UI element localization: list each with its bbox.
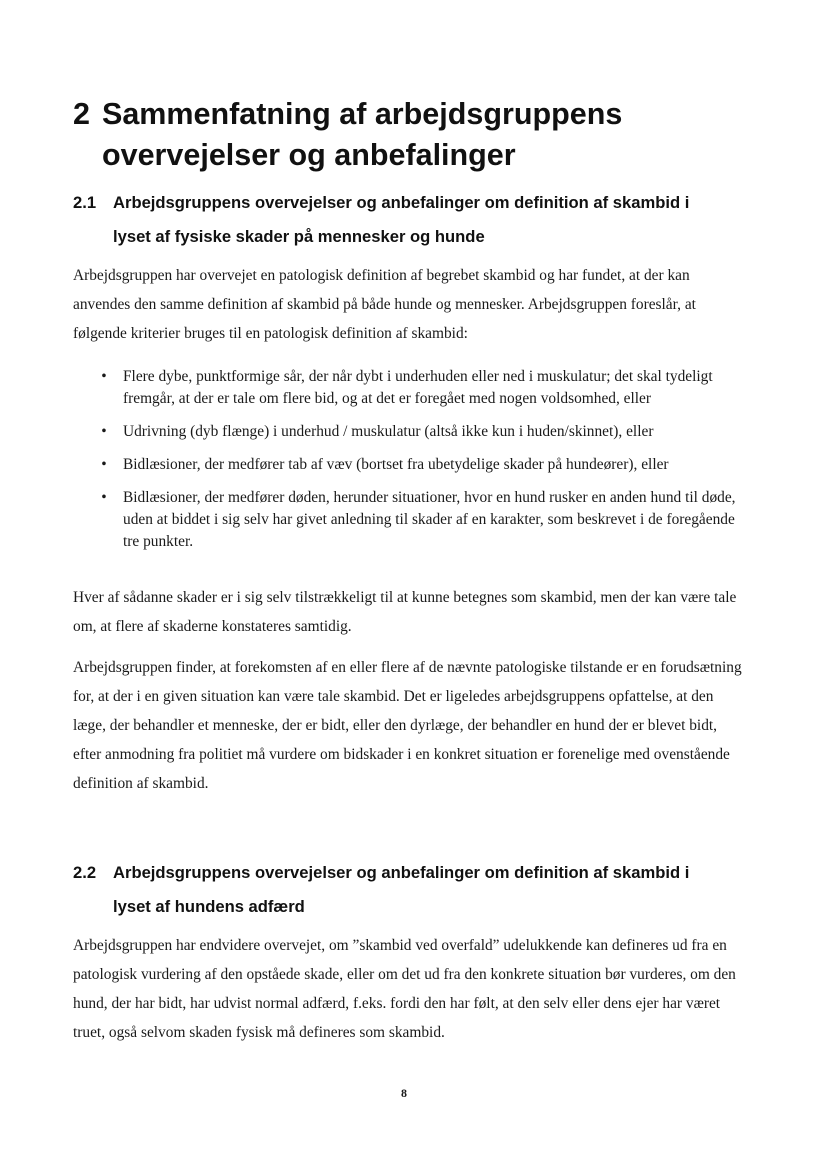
section-2-2-number: 2.2 [73,863,97,882]
bullet-icon: • [101,489,107,506]
section-2-2-paragraph-1: Arbejdsgruppen har endvidere overvejet, om ”skambid ved overfald” udelukkende kan defineres ud fra en patologisk vurdering af den opståede skade, eller om det ud fra den konkrete situation bør vurderes, om den hund, der har bidt, har udvist normal adfærd, f.eks. fordi den har følt, at den selv eller dens ejer har været truet, også selvom skaden fysisk må defineres som skambid. [73,937,736,1041]
bullet-icon: • [101,456,107,473]
chapter-title-line2: overvejelser og anbefalinger [102,138,516,172]
section-2-2-heading [73,856,773,924]
list-item-text: Bidlæsioner, der medfører tab af væv (bortset fra ubetydelige skader på hundeører), eller [123,456,669,473]
section-2-1-number: 2.1 [73,193,97,212]
chapter-number: 2 [73,97,90,131]
page-number: 8 [401,1086,407,1100]
bullet-icon: • [101,368,107,385]
section-2-1-intro: Arbejdsgruppen har overvejet en patologisk definition af begrebet skambid og har fundet, at der kan anvendes den samme definition af skambid på både hunde og mennesker. Arbejdsgruppen foreslår, at følgende kriterier bruges til en patologisk definition af skambid: [73,267,696,342]
list-item [73,421,745,443]
list-item-text: Udrivning (dyb flænge) i underhud / muskulatur (altså ikke kun i huden/skinnet), eller [123,423,654,440]
section-2-2-title-line1: Arbejdsgruppens overvejelser og anbefalinger om definition af skambid i [113,863,690,882]
list-item [73,487,745,553]
list-item [73,366,745,410]
chapter-heading [73,94,773,176]
chapter-title-line1: Sammenfatning af arbejdsgruppens [102,97,623,131]
section-2-1-paragraph-2: Arbejdsgruppen finder, at forekomsten af en eller flere af de nævnte patologiske tilstande er en forudsætning for, at der i en given situation kan være tale skambid. Det er ligeledes arbejdsgruppens opfattelse, at den læge, der behandler et menneske, der er bidt, eller den dyrlæge, der behandler en hund der er blevet bidt, efter anmodning fra politiet må vurdere om bidskader i en konkret situation er forenelige med ovenstående definition af skambid. [73,659,742,792]
section-2-2-title-line2: lyset af hundens adfærd [113,897,305,916]
section-2-1-title-line1: Arbejdsgruppens overvejelser og anbefalinger om definition af skambid i [113,193,690,212]
section-2-1-title-line2: lyset af fysiske skader på mennesker og hunde [113,227,485,246]
section-2-1-heading [73,186,773,254]
list-item [73,454,745,476]
list-item-text: Flere dybe, punktformige sår, der når dybt i underhuden eller ned i muskulatur; det skal tydeligt fremgår, at der er tale om flere bid, og at det er foregået med nogen voldsomhed, eller [123,368,713,407]
criteria-list [73,366,745,564]
bullet-icon: • [101,423,107,440]
list-item-text: Bidlæsioner, der medfører døden, herunder situationer, hvor en hund rusker en anden hund til døde, uden at biddet i sig selv har givet anledning til skader af en karakter, som beskrevet i de foregående tre punkter. [123,489,736,550]
section-2-1-after-bullets: Hver af sådanne skader er i sig selv tilstrækkeligt til at kunne betegnes som skambid, men der kan være tale om, at flere af skaderne konstateres samtidig. [73,589,737,635]
